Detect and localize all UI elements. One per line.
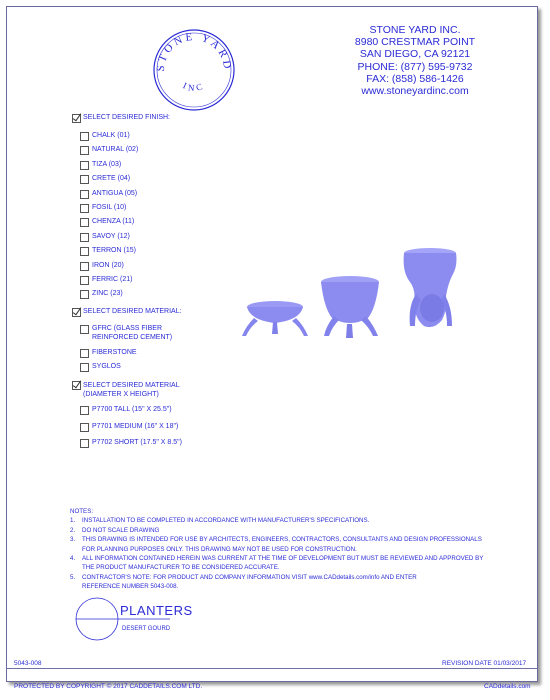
company-fax: FAX: (858) 586-1426 — [366, 72, 464, 85]
note-number: 3. — [70, 536, 76, 544]
material-option-label: GFRC (GLASS FIBER REINFORCED CEMENT) — [92, 325, 173, 341]
finish-heading-label: SELECT DESIRED FINISH: — [83, 114, 171, 121]
size-option-checkbox[interactable] — [80, 439, 89, 448]
logo-text-bottom: INC — [181, 80, 207, 94]
size-option-checkbox[interactable] — [80, 406, 89, 415]
note-text: THIS DRAWING IS INTENDED FOR USE BY ARCHITECTS, ENGINEERS, CONTRACTORS, CONSULTANTS AND DESIGN PROFESSIONALS — [82, 536, 482, 544]
finish-option-checkbox[interactable] — [80, 218, 89, 227]
finish-option-checkbox[interactable] — [80, 175, 89, 184]
svg-text:INC — [181, 80, 206, 93]
finish-option[interactable] — [80, 232, 130, 242]
material-heading-label: SELECT DESIRED MATERIAL: — [83, 308, 182, 315]
size-option-label: P7700 TALL (15" X 25.5") — [92, 406, 172, 413]
finish-option[interactable] — [80, 261, 124, 271]
drawing-subtitle: DESERT GOURD — [122, 626, 171, 632]
planters-illustration — [238, 186, 464, 362]
finish-option-label: CRETE (04) — [92, 175, 131, 183]
note-text: INSTALLATION TO BE COMPLETED IN ACCORDANCE WITH MANUFACTURER'S SPECIFICATIONS. — [82, 517, 370, 525]
drawing-title: PLANTERS — [120, 603, 193, 618]
company-info — [330, 24, 500, 97]
material-option-checkbox[interactable] — [80, 363, 89, 372]
note-line — [70, 582, 510, 591]
size-checkbox[interactable] — [72, 381, 81, 390]
note-number: 1. — [70, 517, 76, 525]
finish-option[interactable] — [80, 189, 137, 199]
finish-option[interactable] — [80, 217, 134, 227]
copyright-notice: PROTECTED BY COPYRIGHT © 2017 CADDETAILS.COM LTD. — [14, 683, 203, 690]
finish-option-checkbox[interactable] — [80, 161, 89, 170]
material-checkbox[interactable] — [72, 308, 81, 317]
revision-date: REVISION DATE 01/03/2017 — [442, 660, 527, 667]
size-option[interactable] — [80, 422, 178, 432]
stone-yard-logo — [152, 28, 236, 112]
footer-divider — [7, 668, 537, 669]
size-option-label: P7701 MEDIUM (16" X 18") — [92, 422, 179, 430]
finish-option[interactable] — [80, 160, 121, 170]
company-name: STONE YARD INC. — [369, 24, 461, 36]
material-option[interactable] — [80, 348, 137, 358]
note-text: THE PRODUCT MANUFACTURER TO BE CONSIDERED ACCURATE. — [82, 564, 280, 572]
tall-planter-image — [404, 248, 457, 327]
size-heading-label: SELECT DESIRED MATERIAL (DIAMETER X HEIGHT) — [83, 382, 180, 398]
note-text: DO NOT SCALE DRAWING — [82, 526, 160, 534]
note-number — [70, 545, 82, 554]
finish-option-label: ZINC (23) — [92, 290, 123, 298]
finish-option-label: NATURAL (02) — [92, 146, 139, 154]
finish-option-checkbox[interactable] — [80, 276, 89, 285]
finish-option-checkbox[interactable] — [80, 247, 89, 256]
svg-text:STONE YARD — [155, 31, 234, 72]
company-phone: PHONE: (877) 595-9732 — [357, 60, 473, 73]
finish-option[interactable] — [80, 131, 130, 141]
finish-option[interactable] — [80, 275, 132, 285]
finish-option-label: TERRON (15) — [92, 247, 136, 255]
note-number — [70, 563, 82, 572]
finish-option-label: IRON (20) — [92, 261, 124, 269]
note-text: FOR PLANNING PURPOSES ONLY. THIS DRAWING MAY NOT BE USED FOR CONSTRUCTION. — [82, 545, 357, 553]
finish-heading — [72, 114, 170, 123]
material-option-checkbox[interactable] — [80, 325, 89, 334]
finish-option[interactable] — [80, 203, 126, 213]
size-option-checkbox[interactable] — [80, 423, 89, 432]
finish-option[interactable] — [80, 289, 123, 299]
size-heading — [72, 381, 180, 399]
note-number — [70, 582, 82, 591]
finish-checkbox[interactable] — [72, 114, 81, 123]
company-address1: 8980 CRESTMAR POINT — [354, 36, 476, 49]
material-option-label: FIBERSTONE — [92, 349, 137, 356]
notes-list — [70, 516, 510, 591]
material-option-label: SYGLOS — [92, 363, 121, 370]
notes-block — [70, 507, 510, 592]
note-number: 5. — [70, 573, 76, 581]
short-planter-image — [242, 301, 308, 336]
finish-option-label: CHALK (01) — [92, 132, 130, 139]
drawing-number: 5043-008 — [14, 660, 42, 667]
company-website: www.stoneyardinc.com — [361, 85, 469, 98]
caddetails-link[interactable]: CADdetails.com — [484, 683, 531, 690]
logo-text-top: STONE YARD — [154, 30, 234, 73]
note-line — [70, 535, 510, 544]
finish-option-checkbox[interactable] — [80, 132, 89, 141]
finish-option-label: ANTIGUA (05) — [92, 189, 138, 197]
note-text: CONTRACTOR'S NOTE: FOR PRODUCT AND COMPANY INFORMATION VISIT www.CADdetails.com/info AND ENTER — [82, 573, 417, 581]
size-option-label: P7702 SHORT (17.5" X 8.5") — [92, 439, 182, 446]
finish-option-checkbox[interactable] — [80, 233, 89, 242]
size-option[interactable] — [80, 405, 172, 415]
note-line — [70, 545, 510, 554]
medium-planter-image — [321, 276, 379, 338]
note-line — [70, 526, 510, 535]
material-heading — [72, 308, 182, 317]
finish-option-checkbox[interactable] — [80, 146, 89, 155]
material-option-checkbox[interactable] — [80, 349, 89, 358]
material-option[interactable] — [80, 324, 172, 342]
note-number: 2. — [70, 526, 76, 534]
size-option[interactable] — [80, 438, 182, 448]
material-option[interactable] — [80, 362, 121, 372]
finish-option-checkbox[interactable] — [80, 290, 89, 299]
note-text: REFERENCE NUMBER 5043-008. — [82, 583, 179, 591]
notes-heading: NOTES: — [70, 508, 94, 515]
finish-option-label: FERRIC (21) — [92, 276, 133, 283]
finish-option-checkbox[interactable] — [80, 204, 89, 213]
company-address2: SAN DIEGO, CA 92121 — [359, 48, 471, 61]
finish-option-label: TIZA (03) — [92, 160, 122, 168]
finish-option-label: FOSIL (10) — [92, 204, 127, 211]
note-line — [70, 563, 510, 572]
note-number: 4. — [70, 555, 76, 563]
note-text: ALL INFORMATION CONTAINED HEREIN WAS CURRENT AT THE TIME OF DEVELOPMENT BUT MUST BE REVIEWED AND APPROVED BY — [82, 555, 484, 563]
finish-option-checkbox[interactable] — [80, 190, 89, 199]
note-line — [70, 573, 510, 582]
finish-option[interactable] — [80, 145, 138, 155]
finish-option-checkbox[interactable] — [80, 262, 89, 271]
note-line — [70, 516, 510, 525]
finish-option-label: SAVOY (12) — [92, 232, 130, 240]
finish-option[interactable] — [80, 174, 130, 184]
finish-option[interactable] — [80, 246, 136, 256]
note-line — [70, 554, 510, 563]
finish-option-label: CHENZA (11) — [92, 218, 135, 226]
